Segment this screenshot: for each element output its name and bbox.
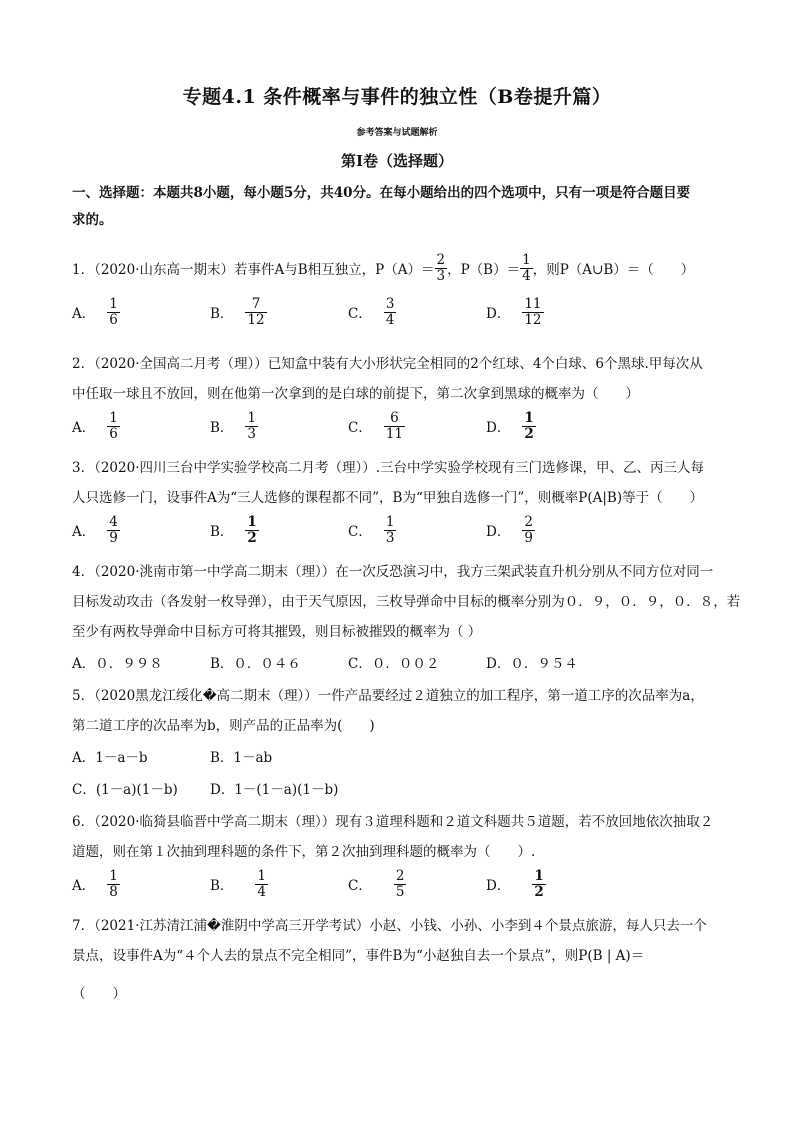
instructions-line-2: 求的。	[72, 212, 113, 228]
answer-subtitle: 参考答案与试题解析	[356, 128, 438, 138]
q5-line-2: 第二道工序的次品率为b，则产品的正品率为( )	[72, 718, 375, 734]
q1-text-mid: ，P（B）＝	[447, 262, 521, 278]
q4-line-2: 目标发动攻击（各发射一枚导弹），由于天气原因，三枚导弹命中目标的概率分别为０．９，０．９，０．８，若	[72, 594, 741, 610]
q4-line-3: 至少有两枚导弹命中目标方可将其摧毁，则目标被摧毁的概率为（ ）	[72, 624, 482, 640]
q1-text-end: ，则P（A∪B）＝（ ）	[532, 262, 695, 278]
q3-option-c: C． $\frac{1}{3}$	[348, 513, 395, 546]
q3-option-d: D． $\frac{2}{9}$	[486, 513, 533, 546]
q7-line-2: 景点，设事件A为“４个人去的景点不完全相同”，事件B为“小赵独自去一个景点”，则P(B | A)＝	[72, 948, 645, 964]
section-heading: 第Ⅰ卷（选择题）	[340, 152, 454, 170]
q6-line-2: 道题，则在第１次抽到理科题的条件下，第２次抽到理科题的概率为（ ）.	[72, 844, 536, 860]
q2-option-b: B． $\frac{1}{3}$	[210, 409, 257, 442]
q6-options	[72, 864, 732, 904]
q6-option-d: D． $\frac{1}{2}$	[486, 867, 544, 900]
q5-option-b: B．1－ab	[210, 750, 273, 766]
q2-line-2: 中任取一球且不放回，则在他第一次拿到的是白球的前提下，第二次拿到黑球的概率为（ ）	[72, 386, 639, 402]
q1-option-c: C． $\frac{3}{4}$	[348, 295, 395, 328]
q4-options	[72, 652, 732, 672]
q1-text-start: 1．（2020·山东高一期末）若事件A与B相互独立，P（A）＝	[72, 262, 435, 278]
q4-option-d: D．０．９５４	[486, 656, 578, 672]
q3-options	[72, 510, 732, 550]
q4-option-a: A．０．９９８	[72, 656, 163, 672]
q7-line-3: （ ）	[72, 986, 126, 1002]
question-1	[72, 248, 732, 288]
q2-option-d: D． $\frac{1}{2}$	[486, 409, 534, 442]
q1-option-b: B． $\frac{7}{12}$	[210, 295, 265, 328]
q3-line-2: 人只选修一门，设事件A为“三人选修的课程都不同”，B为“甲独自选修一门”，则概率P(A|B)等于（ ）	[72, 490, 704, 506]
q1-options	[72, 292, 732, 332]
q3-line-1: 3．（2020·四川三台中学实验学校高二月考（理））.三台中学实验学校现有三门选修课，甲、乙、丙三人每	[72, 460, 705, 476]
q5-option-c: C．(1－a)(1－b)	[72, 782, 178, 798]
instructions-line-1: 一、选择题：本题共8小题，每小题5分，共40分。在每小题给出的四个选项中，只有一项是符合题目要	[72, 185, 691, 201]
q6-option-a: A． $\frac{1}{8}$	[72, 867, 118, 900]
q6-option-b: B． $\frac{1}{4}$	[210, 867, 267, 900]
q1-option-d: D． $\frac{11}{12}$	[486, 295, 542, 328]
q5-options-row-1	[72, 746, 732, 766]
q1-fraction-pb: $\frac{1}{4}$	[522, 251, 531, 284]
q2-option-c: C． $\frac{6}{11}$	[348, 409, 404, 442]
q5-option-d: D．1－(1－a)(1－b)	[210, 782, 339, 798]
q2-options	[72, 406, 732, 446]
q2-line-1: 2．（2020·全国高二月考（理））已知盒中装有大小形状完全相同的2个红球、4个白球、6个黑球.甲每次从	[72, 356, 703, 372]
q6-option-c: C． $\frac{2}{5}$	[348, 867, 405, 900]
q1-option-a: A． $\frac{1}{6}$	[72, 295, 118, 328]
q7-line-1: 7．（2021·江苏清江浦�淮阴中学高三开学考试）小赵、小钱、小孙、小李到４个景点旅游，每人只去一个	[72, 918, 707, 934]
q3-option-a: A． $\frac{4}{9}$	[72, 513, 118, 546]
section-instructions	[72, 180, 724, 234]
q2-option-a: A． $\frac{1}{6}$	[72, 409, 118, 442]
q4-option-b: B．０．０４６	[210, 656, 301, 672]
q1-fraction-pa: $\frac{2}{3}$	[436, 251, 446, 284]
q5-options-row-2	[72, 778, 732, 798]
q6-line-1: 6．（2020·临猗县临晋中学高二期末（理））现有３道理科题和２道文科题共５道题，若不放回地依次抽取２	[72, 814, 714, 830]
q5-line-1: 5．（2020黑龙江绥化�高二期末（理））一件产品要经过２道独立的加工程序，第一道工序的次品率为a，	[72, 688, 704, 704]
document-title: 专题4.1 条件概率与事件的独立性（B卷提升篇）	[182, 86, 612, 108]
q4-option-c: C．０．００２	[348, 656, 440, 672]
q3-option-b: B． $\frac{1}{2}$	[210, 513, 257, 546]
q4-line-1: 4．（2020·洮南市第一中学高二期末（理））在一次反恐演习中，我方三架武装直升机分别从不同方位对同一	[72, 564, 714, 580]
q5-option-a: A．1－a－b	[72, 750, 148, 766]
